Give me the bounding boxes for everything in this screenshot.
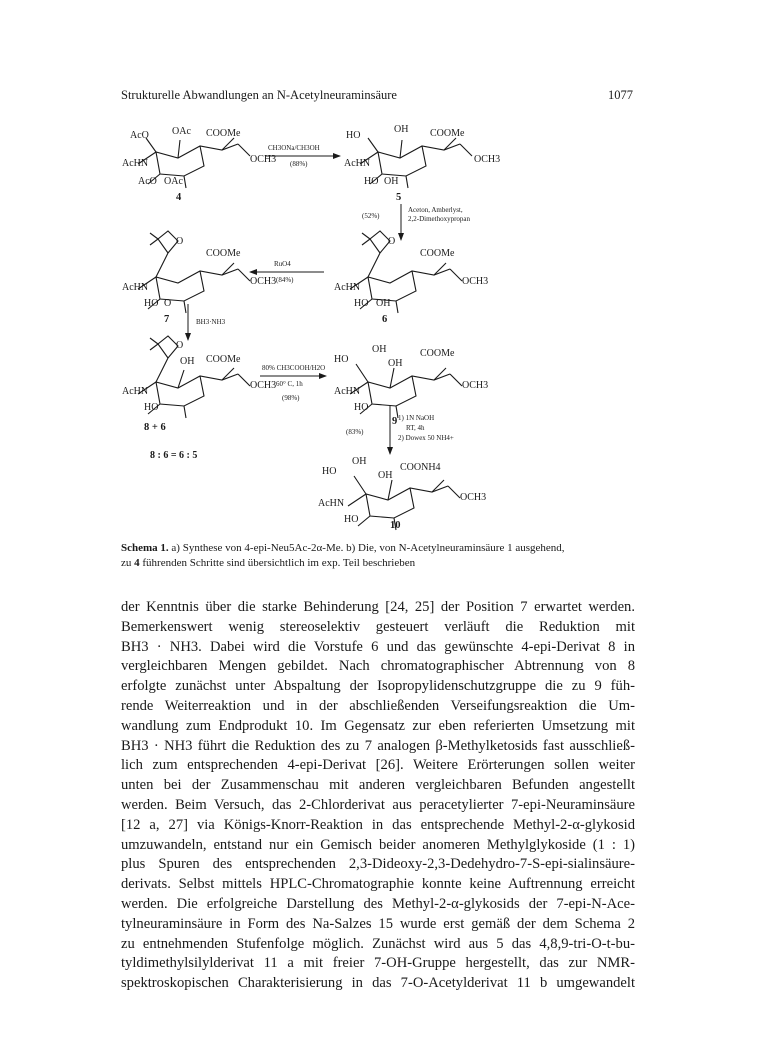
label-ho-8: HO: [144, 402, 159, 413]
label-ketone-o-7: O: [164, 298, 172, 309]
caption-text-a: a) Synthese von 4-epi-Neu5Ac-2α-Me. b) Die, von N-Acetylneuraminsäure 1 ausgehend,: [168, 542, 565, 554]
body-line: plus Spuren des entsprechenden 2,3-Dideoxy-2,3-Dedehydro-7-S-epi-sialinsäure-: [121, 856, 635, 873]
body-line: vergleichbaren Mengen gebildet. Nach chromatographischer Abtrennung von 8: [121, 658, 635, 675]
body-line: BH3 · NH3 führt die Reduktion des zu 7 analogen β-Methylketosids fast ausschließ-: [121, 737, 635, 754]
caption-text-b-pre: zu: [121, 557, 135, 569]
caption-compound-ref: 4: [134, 557, 140, 569]
label-och3-8: OCH3: [250, 380, 277, 391]
label-achn-10: AcHN: [318, 498, 345, 509]
body-line: BH3 · NH3. Dabei wird die Vorstufe 6 und das gewünschte 4-epi-Derivat 8 in: [121, 638, 635, 655]
label-coome-8: COOMe: [206, 354, 241, 365]
body-line: werden. Beim Versuch, das 2-Chlorderivat aus peracetylierter 7-epi-Neuraminsäure: [121, 796, 635, 813]
caption-text-b-post: führenden Schritte sind übersichtlich im exp. Teil beschrieben: [139, 557, 416, 569]
label-ho-6: HO: [354, 298, 369, 309]
yield-arrow-2: (52%): [362, 212, 380, 220]
label-ho-bottom-5: HO: [364, 176, 379, 187]
label-ho-bottom-9: HO: [354, 402, 369, 413]
body-line: werden. Die erfolgreiche Darstellung des Methyl-2-α-glykosids der 7-epi-N-Ace-: [121, 895, 635, 912]
label-och3-5: OCH3: [474, 154, 501, 165]
label-och3-4: OCH3: [250, 154, 277, 165]
body-line: umzuwandeln, entstand nur ein Gemisch beider anomeren Methylglykoside (1 : 1): [121, 836, 635, 853]
yield-arrow-3: (84%): [276, 276, 294, 284]
reagent-arrow-2b: 2,2-Dimethoxypropan: [408, 215, 471, 223]
body-line: lich zum entsprechenden 4-epi-Derivat [26]. Weitere Erörterungen sollen weiter: [121, 757, 635, 774]
body-line: derivats. Selbst mittels HPLC-Chromatographie konnte keine Auftrennung erreicht: [121, 876, 635, 893]
compound-number-10: 10: [390, 520, 401, 531]
label-oh-6: OH: [376, 298, 391, 309]
label-oh-top-9: OH: [372, 344, 387, 355]
body-line: [12 a, 27] via Königs-Knorr-Reaktion in das entsprechende Methyl-2-α-glykosid: [121, 816, 635, 833]
label-oac-bottom: OAc: [164, 176, 183, 187]
yield-arrow-5: (98%): [282, 394, 300, 402]
label-achn-7: AcHN: [122, 282, 149, 293]
body-text: [121, 598, 635, 994]
body-line: erfolgte zunächst unter Abspaltung der Isopropylidenschutzgruppe die zu 9 füh-: [121, 678, 635, 695]
body-line: rende Weiterreaktion und in der abschließenden Verseifungsreaktion die Um-: [121, 697, 635, 714]
label-ho-5: HO: [346, 130, 361, 141]
scheme-caption: [121, 541, 641, 571]
compound-number-8-plus-6: 8 + 6: [144, 422, 166, 433]
compound-number-4: 4: [176, 192, 182, 203]
yield-arrow-1: (88%): [290, 160, 308, 168]
label-aco-top: AcO: [130, 130, 149, 141]
label-oh-top-10: OH: [352, 456, 367, 467]
label-aco-bottom: AcO: [138, 176, 157, 187]
body-line: spektroskopischen Charakterisierung in das 7-O-Acetylderivat 11 b umgewandelt: [121, 975, 635, 992]
label-achn-6: AcHN: [334, 282, 361, 293]
body-line: der Kenntnis über die starke Behinderung [24, 25] der Position 7 erwartet werden.: [121, 599, 635, 615]
label-coome-5: COOMe: [430, 128, 465, 139]
label-coome-9: COOMe: [420, 348, 455, 359]
label-o-acetal-7: O: [176, 236, 184, 247]
label-coome-6: COOMe: [420, 248, 455, 259]
reagent-arrow-5: 80% CH3COOH/H2O: [262, 364, 326, 372]
label-o-acetal-8: O: [176, 340, 184, 351]
caption-label: Schema 1.: [121, 542, 169, 554]
label-ho-10: HO: [322, 466, 337, 477]
compound-number-5: 5: [396, 192, 402, 203]
label-achn-9: AcHN: [334, 386, 361, 397]
label-och3-7: OCH3: [250, 276, 277, 287]
label-oh-10: OH: [378, 470, 393, 481]
label-och3-10: OCH3: [460, 492, 487, 503]
label-coonh4-10: COONH4: [400, 462, 441, 473]
compound-number-9: 9: [392, 416, 398, 427]
label-oh-9: OH: [388, 358, 403, 369]
reagent-arrow-6c: 2) Dowex 50 NH4+: [398, 434, 454, 442]
running-title: Strukturelle Abwandlungen an N-Acetylneuraminsäure: [121, 88, 397, 102]
reagent-arrow-4: BH3·NH3: [196, 318, 226, 326]
label-coome-4: COOMe: [206, 128, 241, 139]
label-ho-9: HO: [334, 354, 349, 365]
label-och3-6: OCH3: [462, 276, 489, 287]
yield-arrow-6: (83%): [346, 428, 364, 436]
label-achn-5: AcHN: [344, 158, 371, 169]
page-number: 1077: [608, 88, 633, 102]
condition-arrow-5: 60° C, 1h: [276, 380, 303, 388]
reaction-scheme: [100, 108, 660, 538]
compound-10-structure: [348, 476, 460, 530]
body-line: unten bei der Zusammenschau mit anderen vergleichbaren Befunden angestellt: [121, 777, 635, 794]
label-ho-bottom-10: HO: [344, 514, 359, 525]
reagent-arrow-6b: RT, 4h: [406, 424, 425, 432]
label-oh-5: OH: [394, 124, 409, 135]
reagent-arrow-6a: 1) 1N NaOH: [398, 414, 435, 422]
label-oac-top: OAc: [172, 126, 191, 137]
body-line: Bemerkenswert wenig stereoselektiv gesteuert verläuft die Reduktion mit: [121, 618, 635, 635]
compound-number-6: 6: [382, 314, 388, 325]
label-ho-7: HO: [144, 298, 159, 309]
body-line: tyldimethylsilylderivat 11 a mit freier 7-OH-Gruppe hergestellt, das zur NMR-: [121, 955, 635, 972]
body-line: zu entnehmenden Stufenfolge möglich. Zunächst wird aus 5 das 4,8,9-tri-O-t-bu-: [121, 935, 635, 952]
reagent-arrow-3: RuO4: [274, 260, 291, 268]
label-achn-4: AcHN: [122, 158, 149, 169]
body-line: wandlung zum Endprodukt 10. Im Gegensatz zur eben referierten Umsetzung mit: [121, 717, 635, 734]
label-oh-8: OH: [180, 356, 195, 367]
label-coome-7: COOMe: [206, 248, 241, 259]
reagent-arrow-2a: Aceton, Amberlyst,: [408, 206, 463, 214]
label-och3-9: OCH3: [462, 380, 489, 391]
label-achn-8: AcHN: [122, 386, 149, 397]
ratio-8-6: 8 : 6 = 6 : 5: [150, 450, 198, 461]
label-o-acetal-6: O: [388, 236, 396, 247]
reagent-arrow-1: CH3ONa/CH3OH: [268, 144, 320, 152]
compound-number-7: 7: [164, 314, 170, 325]
label-oh-bottom-5: OH: [384, 176, 399, 187]
body-line: tylneuraminsäure in Form des Na-Salzes 15 wurde erst gemäß der dem Schema 2: [121, 915, 635, 932]
